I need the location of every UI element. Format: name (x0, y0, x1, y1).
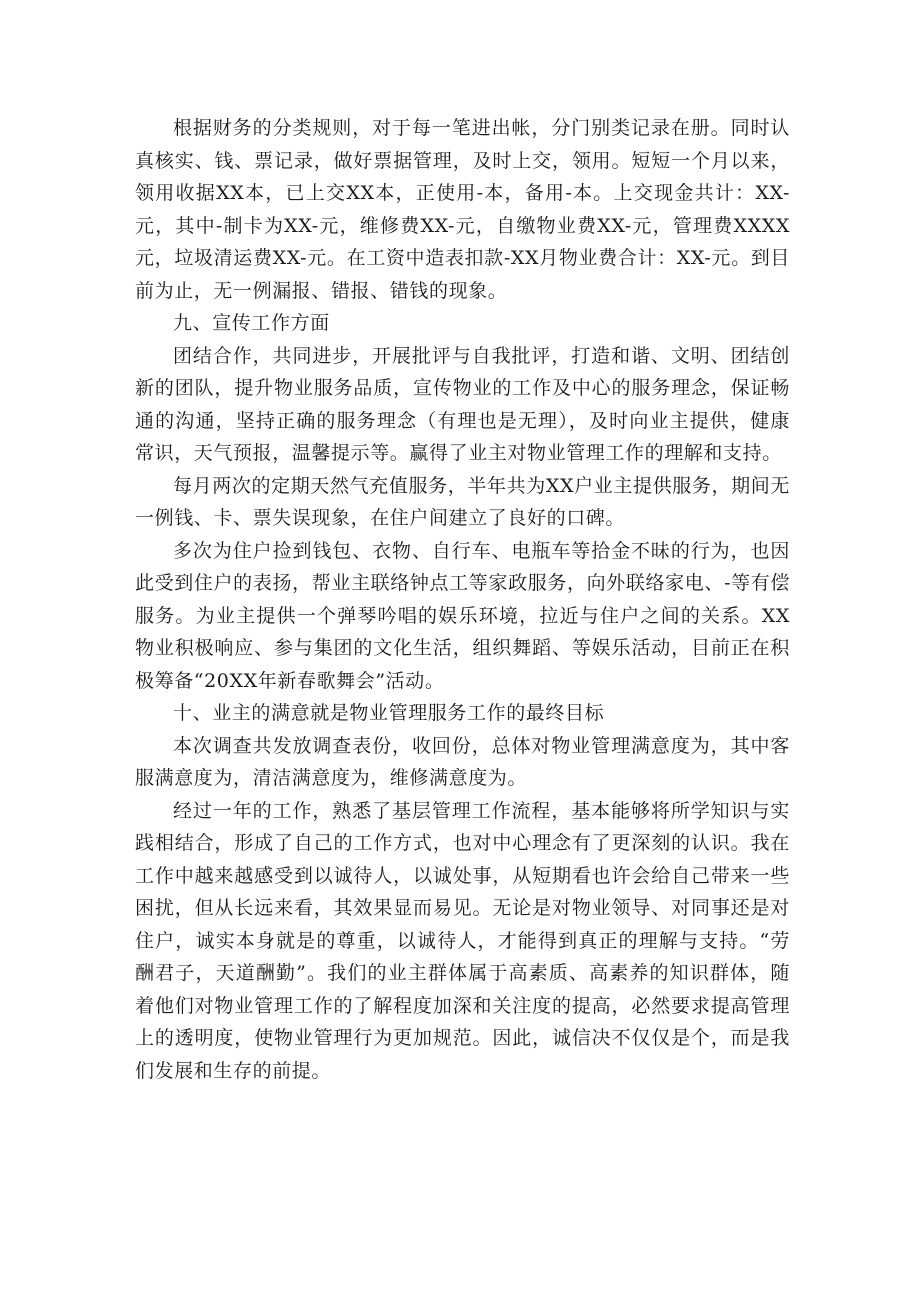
paragraph-resident-service: 多次为住户捡到钱包、衣物、自行车、电瓶车等拾金不昧的行为，也因此受到住户的表扬，帮业主联络钟点工等家政服务，向外联络家电、-等有偿服务。为业主提供一个弹琴吟唱的娱乐环境，拉近与住户之间的关系。XX物业积极响应、参与集团的文化生活，组织舞蹈、等娱乐活动，目前正在积极筹备“20XX年新春歌舞会”活动。 (135, 539, 790, 692)
document-body (135, 112, 790, 1087)
paragraph-survey: 本次调查共发放调查表份，收回份，总体对物业管理满意度为，其中客服满意度为，清洁满意度为，维修满意度为。 (135, 734, 790, 789)
section-heading-satisfaction: 十、业主的满意就是物业管理服务工作的最终目标 (173, 702, 605, 724)
paragraph-publicity: 团结合作，共同进步，开展批评与自我批评，打造和谐、文明、团结创新的团队，提升物业服务品质，宣传物业的工作及中心的服务理念，保证畅通的沟通，坚持正确的服务理念（有理也是无理），及时向业主提供，健康常识，天气预报，温馨提示等。赢得了业主对物业管理工作的理解和支持。 (135, 344, 790, 464)
section-heading-publicity: 九、宣传工作方面 (173, 312, 330, 334)
paragraph-summary: 经过一年的工作，熟悉了基层管理工作流程，基本能够将所学知识与实践相结合，形成了自己的工作方式，也对中心理念有了更深刻的认识。我在工作中越来越感受到以诚待人，以诚处事，从短期看也许会给自己带来一些困扰，但从长远来看，其效果显而易见。无论是对物业领导、对同事还是对住户，诚实本身就是的尊重，以诚待人，才能得到真正的理解与支持。“劳酬君子，天道酬勤”。我们的业主群体属于高素质、高素养的知识群体，随着他们对物业管理工作的了解程度加深和关注度的提高，必然要求提高管理上的透明度，使物业管理行为更加规范。因此，诚信决不仅仅是个，而是我们发展和生存的前提。 (135, 799, 790, 1082)
paragraph-finance: 根据财务的分类规则，对于每一笔进出帐，分门别类记录在册。同时认真核实、钱、票记录，做好票据管理，及时上交，领用。短短一个月以来，领用收据XX本，已上交XX本，正使用-本，备用-本。上交现金共计：XX-元，其中-制卡为XX-元，维修费XX-元，自缴物业费XX-元，管理费XXXX元，垃圾清运费XX-元。在工资中造表扣款-XX月物业费合计：XX-元。到目前为止，无一例漏报、错报、错钱的现象。 (135, 117, 790, 302)
paragraph-gas-service: 每月两次的定期天然气充值服务，半年共为XX户业主提供服务，期间无一例钱、卡、票失误现象，在住户间建立了良好的口碑。 (135, 474, 790, 529)
